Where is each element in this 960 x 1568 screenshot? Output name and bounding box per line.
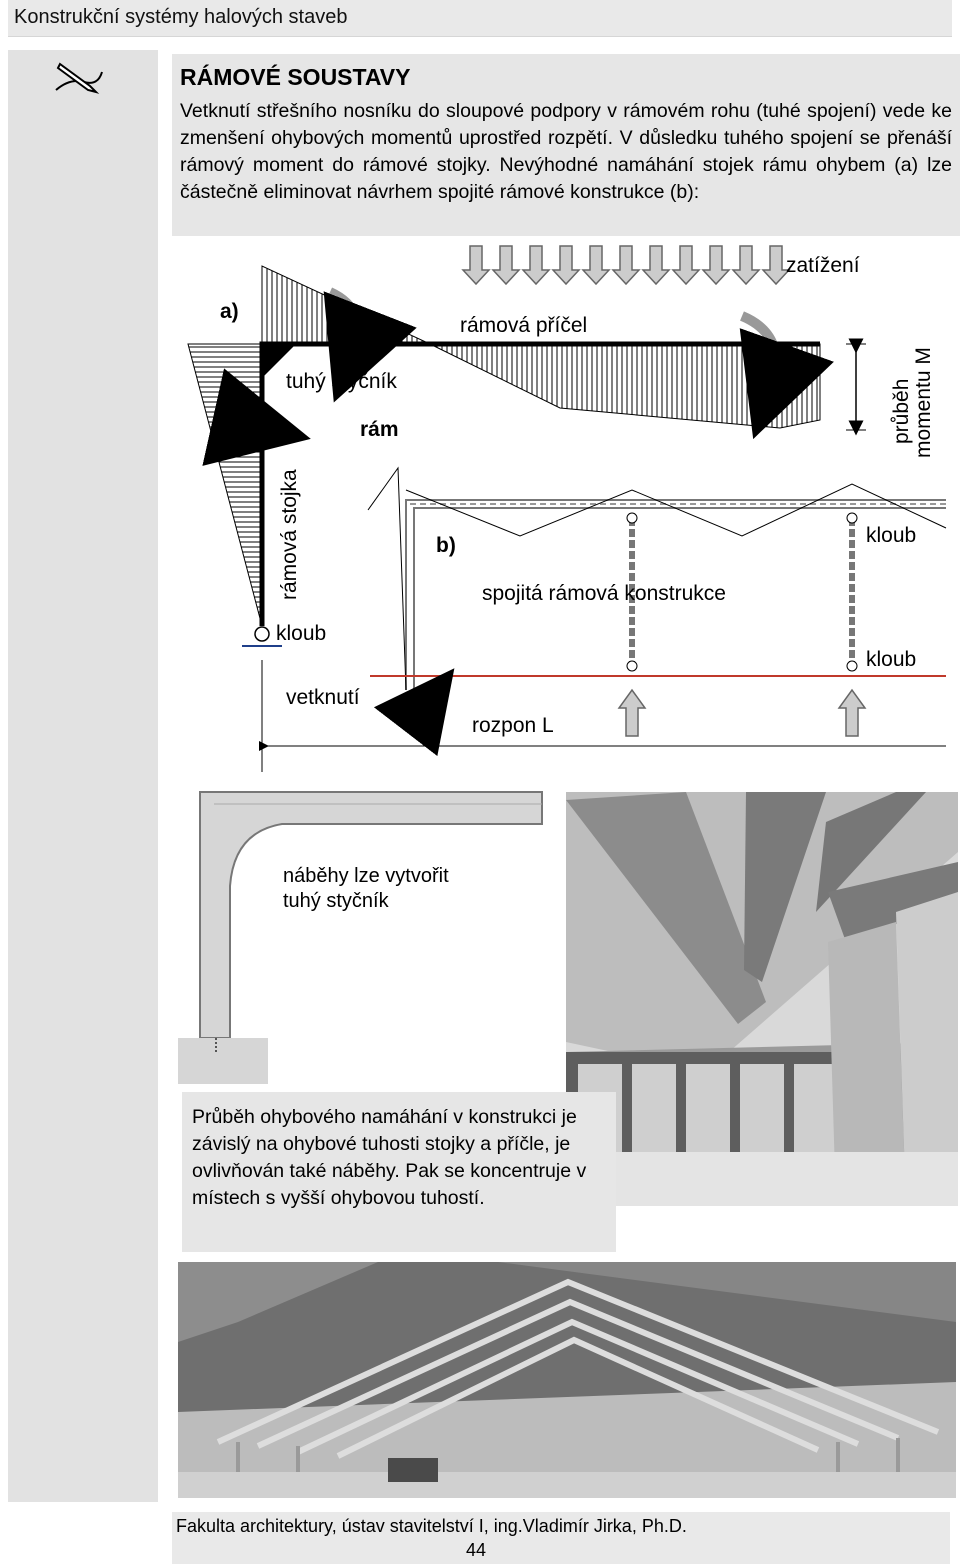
- frame-diagram: [0, 236, 960, 786]
- frame-label: rám: [360, 418, 399, 441]
- column-label: rámová stojka: [278, 469, 301, 600]
- haunch-label: náběhy lze vytvořit tuhý styčník: [283, 865, 449, 912]
- svg-text:momentu M: momentu M: [912, 347, 935, 458]
- section-title: RÁMOVÉ SOUSTAVY: [180, 64, 411, 90]
- pen-writing-icon: [50, 60, 106, 96]
- load-arrows: [463, 246, 789, 284]
- page-footer: [172, 1512, 950, 1564]
- hinge-right-bottom-label: kloub: [866, 648, 917, 671]
- hinge-right-top-label: kloub: [866, 524, 917, 547]
- fixed-label: vetknutí: [286, 686, 360, 709]
- hinge-a: [255, 627, 269, 641]
- load-label: zatížení: [786, 254, 860, 277]
- continuous-frame-label: spojitá rámová konstrukce: [482, 582, 726, 605]
- page-number: 44: [466, 1540, 487, 1560]
- hinge-left-label: kloub: [276, 622, 327, 645]
- beam-label: rámová příčel: [460, 314, 588, 337]
- continuous-frame-b: [368, 468, 946, 690]
- note-text: Průběh ohybového namáhání v konstrukci je závislý na ohybové tuhosti stojky a příčle, je ovlivňován také náběhy. Pak se koncentruje v místech s vyšší ohybovou tuhostí.: [192, 1106, 587, 1209]
- label-b: b): [436, 534, 456, 557]
- svg-text:průběh: průběh: [890, 378, 913, 444]
- span-label: rozpon L: [472, 714, 554, 737]
- interior-timber-frame-photo: [566, 792, 958, 1206]
- intro-paragraph: Vetknutí střešního nosníku do sloupové podpory v rámovém rohu (tuhé spojení) vede ke zmenšení ohybových momentů uprostřed rozpětí. V důsledku tuhého spojení se přenáší rámový moment do rámové stojky. Nevýhodné namáhání stojek rámu ohybem (a) lze částečně eliminovat návrhem spojité rámové konstrukce (b):: [180, 100, 952, 203]
- fixed-moment-arrow: [392, 700, 430, 713]
- note-box: [182, 1092, 616, 1252]
- label-a: a): [220, 300, 239, 323]
- construction-frames-photo: [178, 1262, 956, 1498]
- footer-credit: Fakulta architektury, ústav stavitelství I, ing.Vladimír Jirka, Ph.D.: [176, 1516, 687, 1536]
- intro-box: [172, 54, 960, 236]
- rigid-joint-label: tuhý styčník: [286, 370, 397, 393]
- support-arrows: [619, 690, 865, 736]
- page-header-title: Konstrukční systémy halových staveb: [14, 6, 348, 28]
- page-header: [8, 0, 952, 37]
- haunch-detail: [172, 790, 544, 1088]
- moment-diagram-column: [188, 344, 262, 626]
- moment-diagram-beam-positive: [430, 344, 820, 428]
- moment-range-label: [890, 347, 935, 458]
